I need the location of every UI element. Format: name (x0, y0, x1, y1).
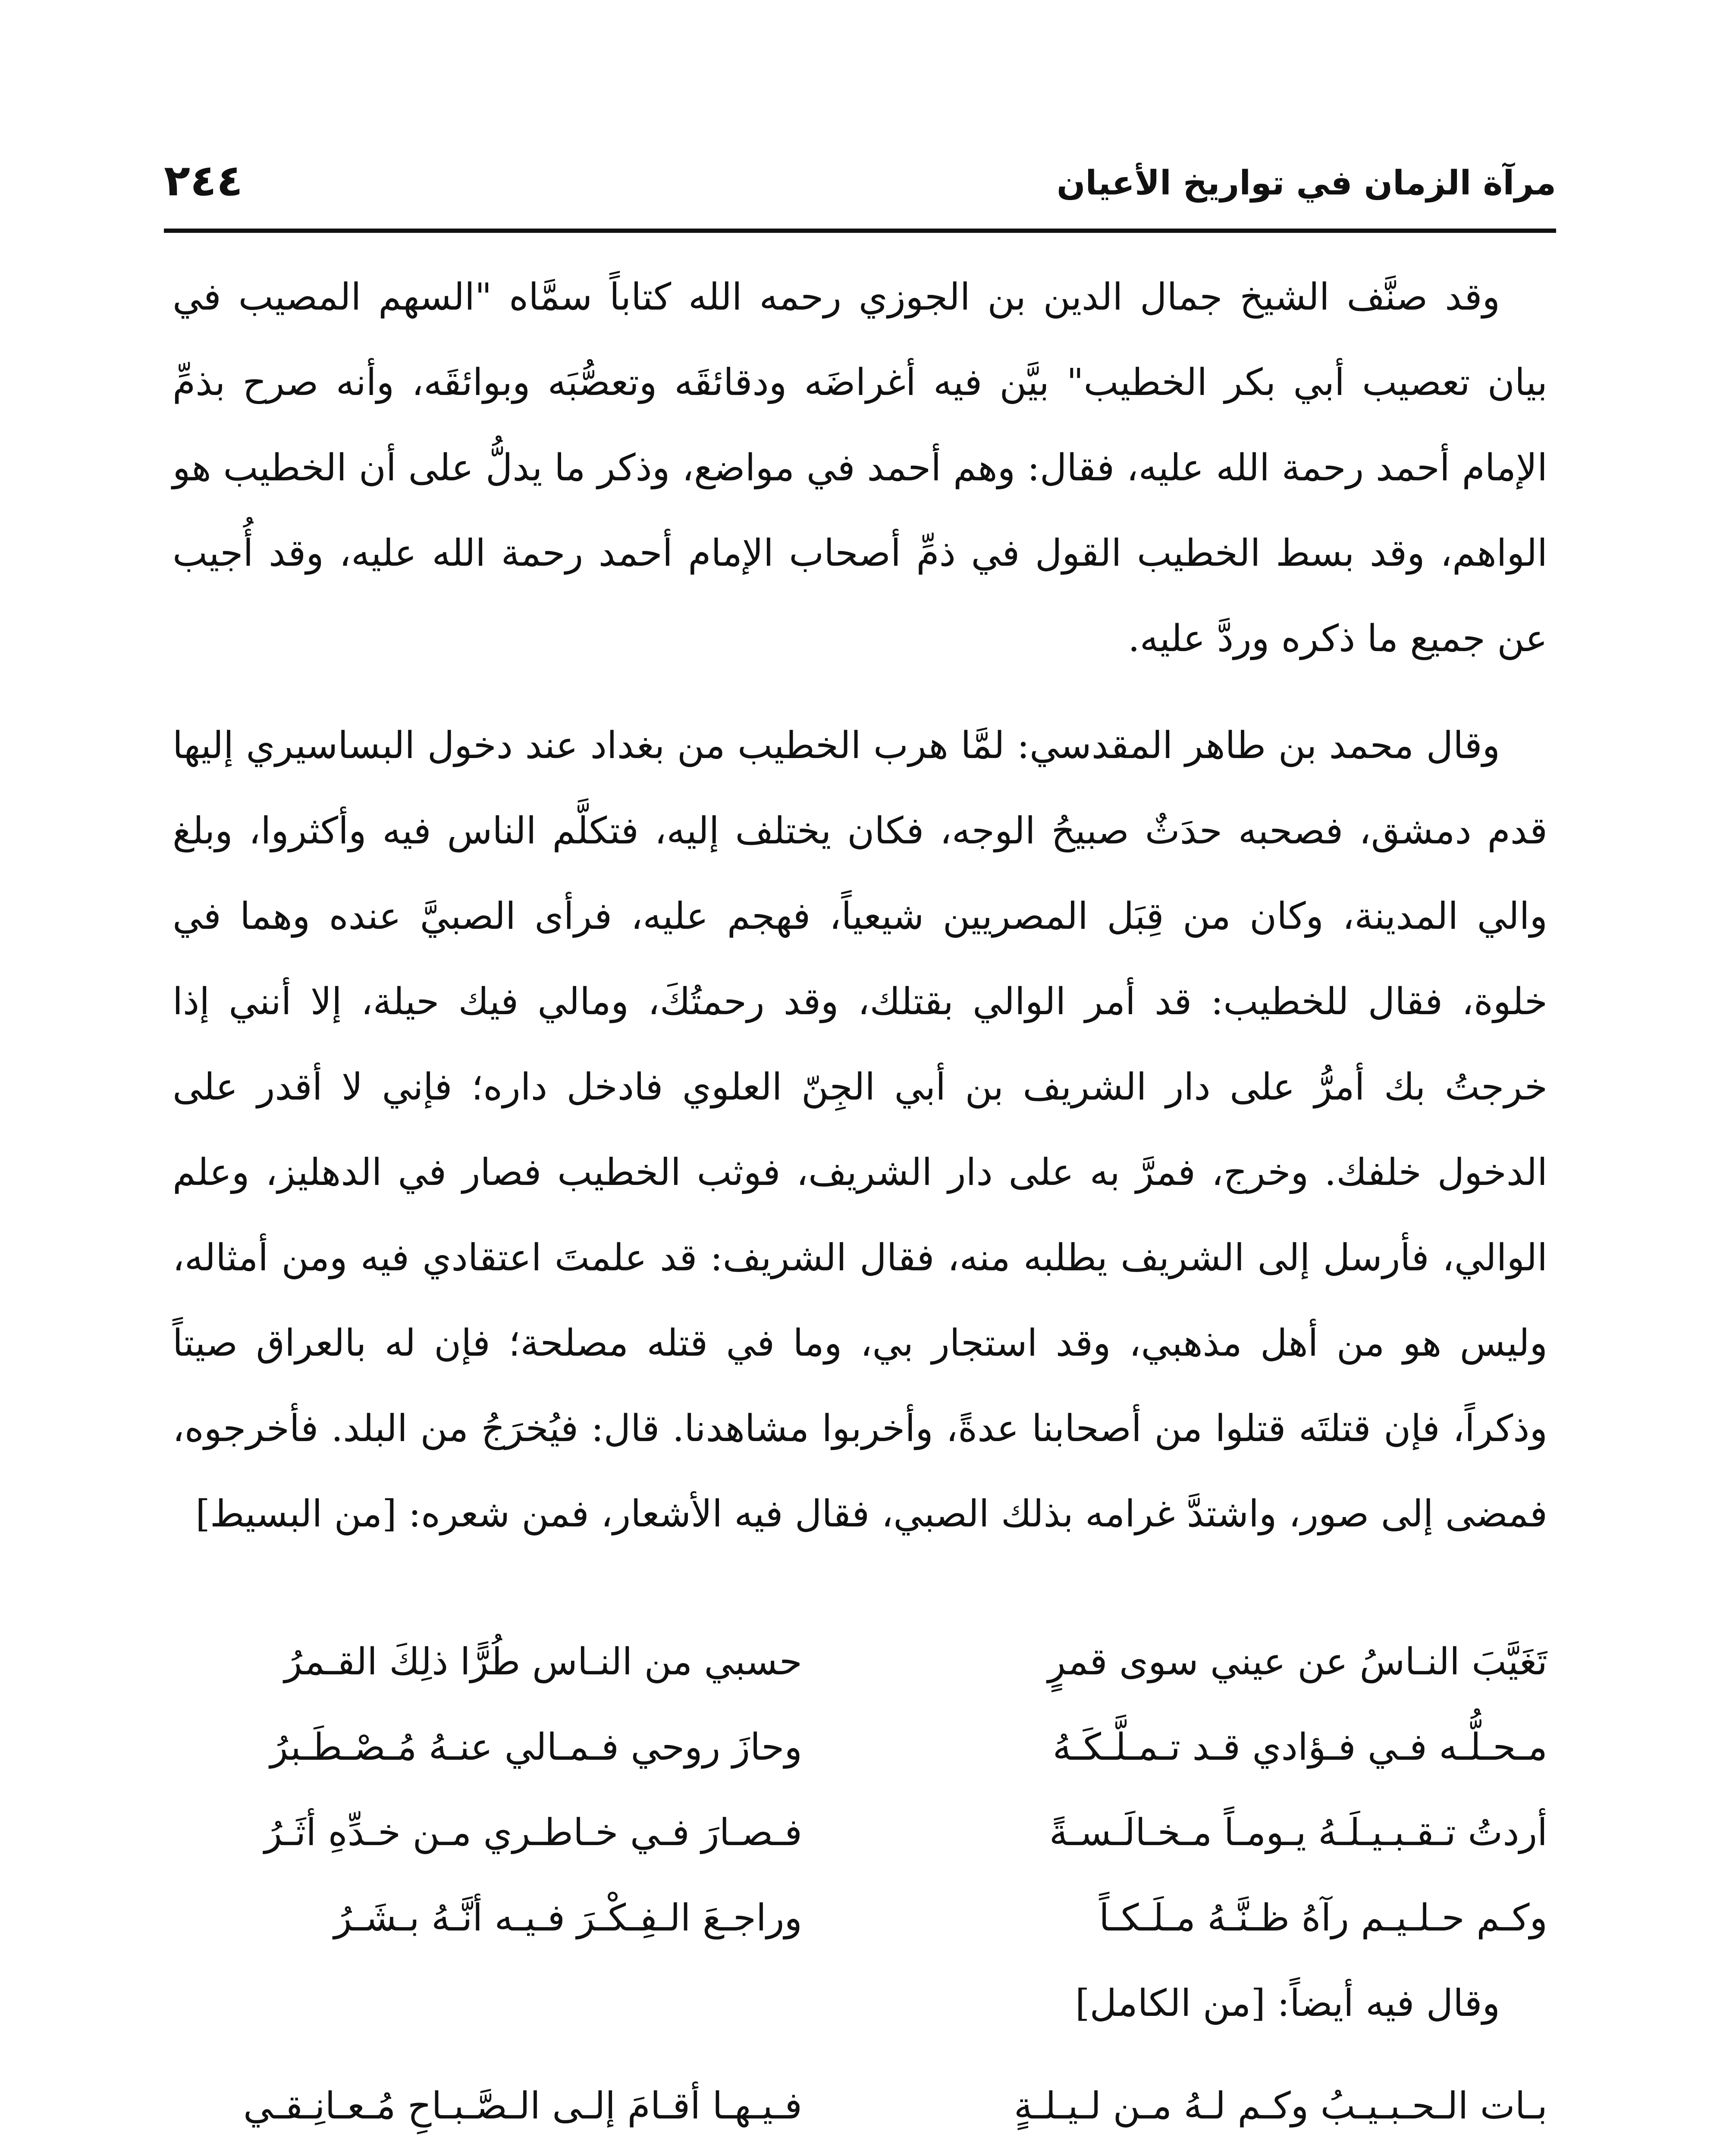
poem-2-intro: وقال فيه أيضاً: [من الكامل] (1075, 1982, 1500, 2025)
poem-1 (173, 1619, 1547, 2156)
spacer (173, 2046, 1547, 2063)
verse-first-half (918, 2149, 1547, 2156)
paragraph-1: وقد صنَّف الشيخ جمال الدين بن الجوزي رحمه الله كتاباً سمَّاه "السهم المصيب في بيان تعصيب أبي بكر الخطيب" بيَّن فيه أغراضَه ودقائقَه وتعصُّبَه وبوائقَه، وأنه صرح بذمِّ الإمام أحمد رحمة الله عليه، فقال: وهم أحمد في مواضع، وذكر ما يدلُّ على أن الخطيب هو الواهم، وقد بسط الخطيب القول في ذمِّ أصحاب الإمام أحمد رحمة الله عليه، وقد أُجيب عن جميع ما ذكره وردَّ عليه. (173, 276, 1547, 660)
verse-line (173, 2149, 1547, 2156)
verse-second-half (173, 2149, 802, 2156)
verse-line (173, 1875, 1547, 1961)
book-title: مرآة الزمان في تواريخ الأعيان (1056, 164, 1556, 203)
verse-first-half: وكـم حـلـيـم رآهُ ظـنَّـهُ مـلَـكـاً (1099, 1896, 1547, 1940)
page-number: ٢٤٤ (164, 155, 243, 206)
verse-line (173, 1705, 1547, 1790)
verse-line (173, 1619, 1547, 1705)
verse-second-half: فـيـهـا أقـامَ إلـى الـصَّـبـاحِ مُـعـانِـقـي (243, 2084, 802, 2128)
verse-second-half: فـصـارَ فـي خـاطـري مـن خـدِّهِ أثَـرُ (264, 1811, 802, 1854)
header-divider (164, 229, 1556, 233)
verse-second-half: وحازَ روحي فـمـالي عنـهُ مُـصْـطَـبرُ (270, 1726, 802, 1769)
verse-first-half: مـحـلُّـه فـي فـؤادي قـد تـمـلَّـكَـهُ (1052, 1726, 1547, 1769)
prose-body (173, 254, 1547, 1578)
verse-line (173, 1790, 1547, 1875)
verse-second-half: حسبي من النـاس طُرًّا ذلِكَ القـمرُ (284, 1640, 802, 1683)
paragraph-2-text: وقال محمد بن طاهر المقدسي: لمَّا هرب الخطيب من بغداد عند دخول البساسيري إليها قدم دمشق، فصحبه حدَثٌ صبيحُ الوجه، فكان يختلف إليه، فتكلَّم الناس فيه وأكثروا، وبلغ والي المدينة، وكان من قِبَل المصريين شيعياً، فهجم عليه، فرأى الصبيَّ عنده وهما في خلوة، فقال للخطيب: قد أمر الوالي بقتلك، وقد رحمتُكَ، ومالي فيك حيلة، إلا أنني إذا خرجتُ بك أمرُّ على دار الشريف بن أبي الجِنّ العلوي فادخل داره؛ فإني لا أقدر على الدخول خلفك. وخرج، فمرَّ به على دار الشريف، فوثب الخطيب فصار في الدهليز، وعلم الوالي، فأرسل إلى الشريف يطلبه منه، فقال الشريف: قد علمتَ اعتقادي فيه ومن أمثاله، وليس هو من أهل مذهبي، وقد استجار بي، وما في قتله مصلحة؛ فإن له بالعراق صيتاً وذكراً، فإن قتلتَه قتلوا من أصحابنا عدةً، وأخربوا مشاهدنا. قال: فيُخرَجُ من البلد. فأخرجوه، فمضى إلى صور، واشتدَّ غرامه بذلك الصبي، فقال فيه الأشعار، فمن شعره: (173, 724, 1547, 1536)
paragraph-2 (173, 703, 1547, 1557)
verse-first-half: تَغَيَّبَ النـاسُ عن عيني سوى قمرٍ (1048, 1640, 1547, 1683)
verse-line (173, 2063, 1547, 2149)
verse-first-half: أردتُ تـقـبـيـلَـهُ يـومـاً مـخـالَـسـةً (1049, 1811, 1547, 1854)
page-header (164, 155, 1556, 220)
meter-label: [من البسيط] (195, 1492, 397, 1536)
verse-first-half: بـات الـحـبـيـبُ وكـم لـهُ مـن لـيـلـةٍ (1014, 2084, 1547, 2128)
verse-second-half: وراجـعَ الـفِـكْـرَ فـيـه أنَّـهُ بـشَـرُ (334, 1896, 802, 1940)
